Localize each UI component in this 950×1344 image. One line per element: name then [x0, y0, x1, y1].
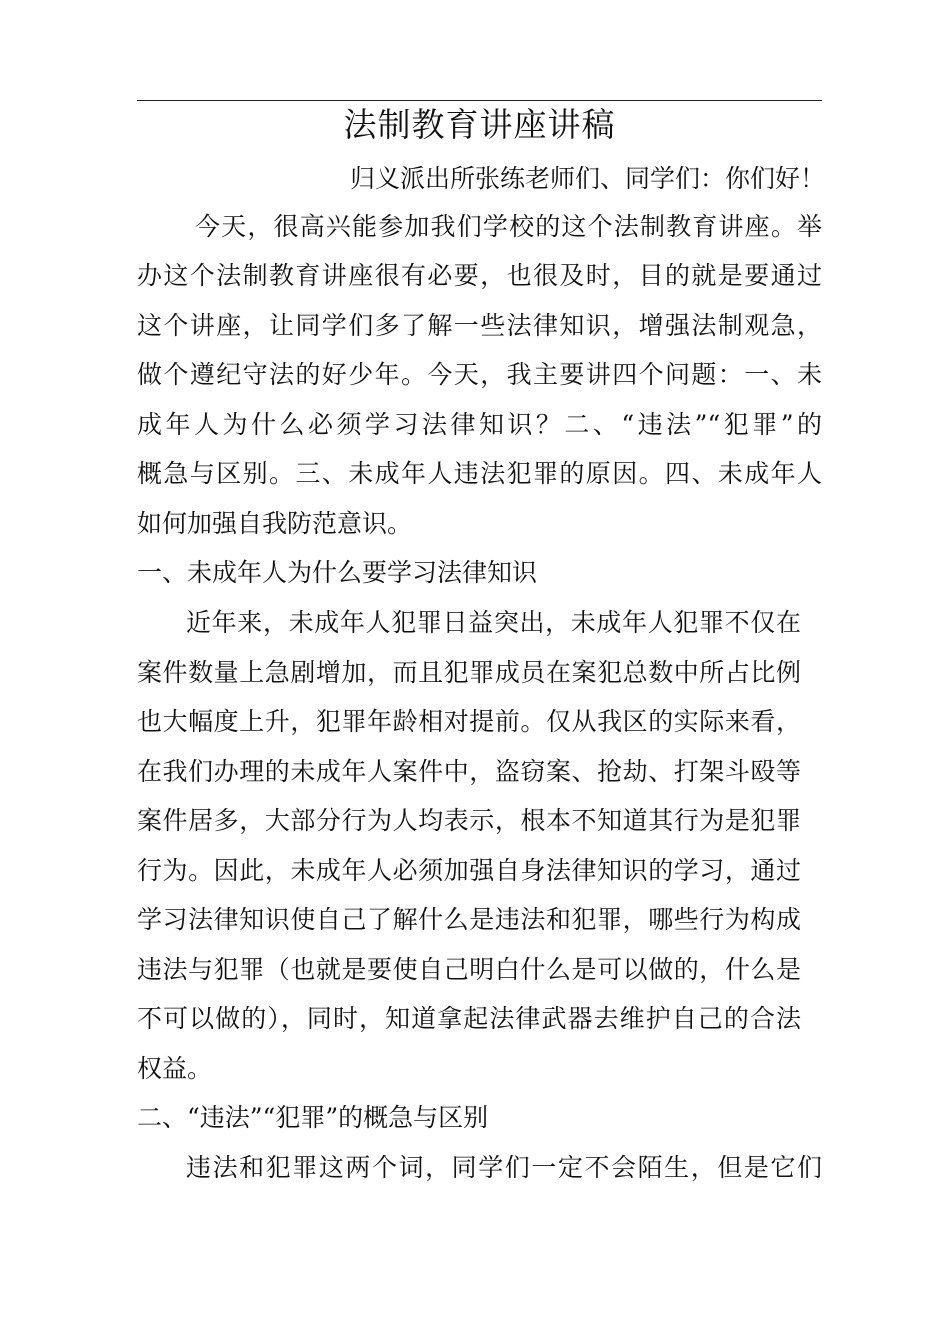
intro-line-6: 概急与区别。三、未成年人违法犯罪的原因。四、未成年人	[137, 459, 822, 488]
section-1-line-6: 行为。因此，未成年人必须加强自身法律知识的学习，通过	[137, 856, 801, 885]
section-1-line-9: 不可以做的），同时，知道拿起法律武器去维护自己的合法	[137, 1004, 801, 1033]
section-1-line-1: 近年来，未成年人犯罪日益突出，未成年人犯罪不仅在	[186, 608, 801, 637]
section-1-line-7: 学习法律知识使自己了解什么是违法和犯罪，哪些行为构成	[137, 905, 801, 934]
intro-line-5: 成年人为什么必须学习法律知识？二、“违法”“犯罪”的	[137, 410, 822, 439]
greeting-line: 归义派出所张练老师们、同学们：你们好！	[350, 164, 826, 193]
section-1-line-3: 也大幅度上升，犯罪年龄相对提前。仅从我区的实际来看，	[137, 707, 801, 736]
section-1-line-2: 案件数量上急剧增加，而且犯罪成员在案犯总数中所占比例	[137, 658, 801, 687]
section-1-line-8: 违法与犯罪（也就是要使自己明白什么是可以做的，什么是	[137, 955, 801, 984]
intro-line-2: 办这个法制教育讲座很有必要，也很及时，目的就是要通过	[137, 261, 822, 290]
section-2-line-1: 违法和犯罪这两个词，同学们一定不会陌生，但是它们	[186, 1153, 822, 1182]
section-1-line-10: 权益。	[137, 1054, 213, 1083]
section-1-line-4: 在我们办理的未成年人案件中，盗窃案、抢劫、打架斗殴等	[137, 757, 801, 786]
intro-line-1: 今天，很高兴能参加我们学校的这个法制教育讲座。举	[195, 212, 822, 241]
section-1-line-5: 案件居多，大部分行为人均表示，根本不知道其行为是犯罪	[137, 806, 801, 835]
document-title: 法制教育讲座讲稿	[343, 105, 616, 144]
intro-line-7: 如何加强自我防范意识。	[137, 509, 413, 538]
intro-line-3: 这个讲座，让同学们多了解一些法律知识，增强法制观急，	[137, 311, 822, 340]
intro-line-4: 做个遵纪守法的好少年。今天，我主要讲四个问题：一、未	[137, 360, 822, 389]
section-2-heading: 二、“违法”“犯罪”的概急与区别	[137, 1103, 489, 1132]
section-1-heading: 一、未成年人为什么要学习法律知识	[137, 558, 538, 587]
